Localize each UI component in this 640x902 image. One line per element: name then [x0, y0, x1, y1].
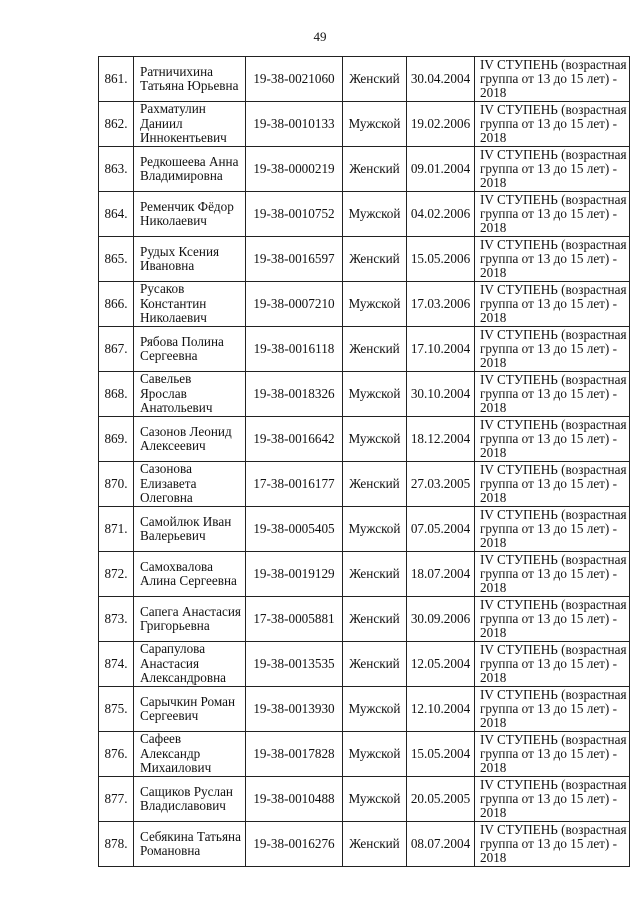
full-name-cell: Сафеев Александр Михаилович — [134, 732, 246, 777]
full-name-cell: Рудых Ксения Ивановна — [134, 237, 246, 282]
full-name-cell: Сазонов Леонид Алексеевич — [134, 417, 246, 462]
table-row — [99, 417, 630, 462]
gto-level-cell: IV СТУПЕНЬ (возрастная группа от 13 до 15 лет) - 2018 — [475, 552, 630, 597]
uin-code-cell: 19-38-0018326 — [246, 372, 343, 417]
gto-level-cell: IV СТУПЕНЬ (возрастная группа от 13 до 15 лет) - 2018 — [475, 57, 630, 102]
uin-code-cell: 19-38-0010488 — [246, 777, 343, 822]
table-row — [99, 462, 630, 507]
uin-code-cell: 19-38-0010752 — [246, 192, 343, 237]
uin-code-cell: 19-38-0007210 — [246, 282, 343, 327]
uin-code-cell: 19-38-0013930 — [246, 687, 343, 732]
row-number-cell: 871. — [99, 507, 134, 552]
gto-level-cell: IV СТУПЕНЬ (возрастная группа от 13 до 15 лет) - 2018 — [475, 147, 630, 192]
uin-code-cell: 19-38-0016276 — [246, 822, 343, 867]
row-number-cell: 870. — [99, 462, 134, 507]
page-number: 49 — [313, 29, 327, 44]
gto-level-cell: IV СТУПЕНЬ (возрастная группа от 13 до 15 лет) - 2018 — [475, 102, 630, 147]
birth-date-cell: 12.10.2004 — [407, 687, 475, 732]
birth-date-cell: 15.05.2006 — [407, 237, 475, 282]
uin-code-cell: 17-38-0016177 — [246, 462, 343, 507]
full-name-cell: Сарычкин Роман Сергеевич — [134, 687, 246, 732]
row-number-cell: 864. — [99, 192, 134, 237]
row-number-cell: 866. — [99, 282, 134, 327]
birth-date-cell: 30.04.2004 — [407, 57, 475, 102]
birth-date-cell: 04.02.2006 — [407, 192, 475, 237]
full-name-cell: Себякина Татьяна Романовна — [134, 822, 246, 867]
gender-cell: Мужской — [343, 417, 407, 462]
table-row — [99, 597, 630, 642]
row-number-cell: 876. — [99, 732, 134, 777]
full-name-cell: Сарапулова Анастасия Александровна — [134, 642, 246, 687]
full-name-cell: Рябова Полина Сергеевна — [134, 327, 246, 372]
gender-cell: Мужской — [343, 192, 407, 237]
gender-cell: Мужской — [343, 507, 407, 552]
gto-level-cell: IV СТУПЕНЬ (возрастная группа от 13 до 15 лет) - 2018 — [475, 732, 630, 777]
row-number-cell: 862. — [99, 102, 134, 147]
birth-date-cell: 08.07.2004 — [407, 822, 475, 867]
birth-date-cell: 20.05.2005 — [407, 777, 475, 822]
birth-date-cell: 12.05.2004 — [407, 642, 475, 687]
gender-cell: Мужской — [343, 282, 407, 327]
full-name-cell: Сапега Анастасия Григорьевна — [134, 597, 246, 642]
full-name-cell: Самойлюк Иван Валерьевич — [134, 507, 246, 552]
full-name-cell: Сазонова Елизавета Олеговна — [134, 462, 246, 507]
uin-code-cell: 19-38-0005405 — [246, 507, 343, 552]
row-number-cell: 878. — [99, 822, 134, 867]
birth-date-cell: 30.09.2006 — [407, 597, 475, 642]
gender-cell: Женский — [343, 327, 407, 372]
uin-code-cell: 19-38-0019129 — [246, 552, 343, 597]
full-name-cell: Редкошеева Анна Владимировна — [134, 147, 246, 192]
participants-table-body — [99, 57, 630, 867]
gender-cell: Мужской — [343, 102, 407, 147]
table-row — [99, 372, 630, 417]
gto-level-cell: IV СТУПЕНЬ (возрастная группа от 13 до 15 лет) - 2018 — [475, 687, 630, 732]
uin-code-cell: 19-38-0016118 — [246, 327, 343, 372]
uin-code-cell: 19-38-0010133 — [246, 102, 343, 147]
row-number-cell: 865. — [99, 237, 134, 282]
table-row — [99, 822, 630, 867]
gender-cell: Женский — [343, 642, 407, 687]
table-row — [99, 102, 630, 147]
table-row — [99, 777, 630, 822]
row-number-cell: 863. — [99, 147, 134, 192]
uin-code-cell: 17-38-0005881 — [246, 597, 343, 642]
row-number-cell: 875. — [99, 687, 134, 732]
table-row — [99, 642, 630, 687]
full-name-cell: Ременчик Фёдор Николаевич — [134, 192, 246, 237]
gender-cell: Женский — [343, 462, 407, 507]
uin-code-cell: 19-38-0021060 — [246, 57, 343, 102]
gto-level-cell: IV СТУПЕНЬ (возрастная группа от 13 до 15 лет) - 2018 — [475, 462, 630, 507]
uin-code-cell: 19-38-0000219 — [246, 147, 343, 192]
gender-cell: Женский — [343, 147, 407, 192]
birth-date-cell: 19.02.2006 — [407, 102, 475, 147]
uin-code-cell: 19-38-0013535 — [246, 642, 343, 687]
gto-level-cell: IV СТУПЕНЬ (возрастная группа от 13 до 15 лет) - 2018 — [475, 642, 630, 687]
row-number-cell: 867. — [99, 327, 134, 372]
gender-cell: Мужской — [343, 732, 407, 777]
full-name-cell: Сащиков Руслан Владиславович — [134, 777, 246, 822]
gender-cell: Женский — [343, 57, 407, 102]
full-name-cell: Самохвалова Алина Сергеевна — [134, 552, 246, 597]
gto-level-cell: IV СТУПЕНЬ (возрастная группа от 13 до 15 лет) - 2018 — [475, 597, 630, 642]
birth-date-cell: 18.07.2004 — [407, 552, 475, 597]
gender-cell: Мужской — [343, 687, 407, 732]
birth-date-cell: 09.01.2004 — [407, 147, 475, 192]
birth-date-cell: 18.12.2004 — [407, 417, 475, 462]
row-number-cell: 861. — [99, 57, 134, 102]
full-name-cell: Русаков Константин Николаевич — [134, 282, 246, 327]
table-row — [99, 732, 630, 777]
gender-cell: Женский — [343, 552, 407, 597]
row-number-cell: 874. — [99, 642, 134, 687]
row-number-cell: 873. — [99, 597, 134, 642]
table-row — [99, 687, 630, 732]
gender-cell: Женский — [343, 237, 407, 282]
row-number-cell: 872. — [99, 552, 134, 597]
gender-cell: Женский — [343, 597, 407, 642]
birth-date-cell: 17.03.2006 — [407, 282, 475, 327]
full-name-cell: Савельев Ярослав Анатольевич — [134, 372, 246, 417]
gto-level-cell: IV СТУПЕНЬ (возрастная группа от 13 до 15 лет) - 2018 — [475, 237, 630, 282]
gender-cell: Мужской — [343, 372, 407, 417]
table-row — [99, 57, 630, 102]
participants-table — [98, 56, 630, 867]
table-row — [99, 282, 630, 327]
birth-date-cell: 30.10.2004 — [407, 372, 475, 417]
row-number-cell: 869. — [99, 417, 134, 462]
table-row — [99, 237, 630, 282]
row-number-cell: 868. — [99, 372, 134, 417]
table-row — [99, 327, 630, 372]
gender-cell: Мужской — [343, 777, 407, 822]
gto-level-cell: IV СТУПЕНЬ (возрастная группа от 13 до 15 лет) - 2018 — [475, 192, 630, 237]
birth-date-cell: 15.05.2004 — [407, 732, 475, 777]
birth-date-cell: 07.05.2004 — [407, 507, 475, 552]
gto-level-cell: IV СТУПЕНЬ (возрастная группа от 13 до 15 лет) - 2018 — [475, 507, 630, 552]
gto-level-cell: IV СТУПЕНЬ (возрастная группа от 13 до 15 лет) - 2018 — [475, 822, 630, 867]
gto-level-cell: IV СТУПЕНЬ (возрастная группа от 13 до 15 лет) - 2018 — [475, 777, 630, 822]
gto-level-cell: IV СТУПЕНЬ (возрастная группа от 13 до 15 лет) - 2018 — [475, 282, 630, 327]
gto-level-cell: IV СТУПЕНЬ (возрастная группа от 13 до 15 лет) - 2018 — [475, 417, 630, 462]
uin-code-cell: 19-38-0016597 — [246, 237, 343, 282]
gender-cell: Женский — [343, 822, 407, 867]
uin-code-cell: 19-38-0017828 — [246, 732, 343, 777]
uin-code-cell: 19-38-0016642 — [246, 417, 343, 462]
birth-date-cell: 27.03.2005 — [407, 462, 475, 507]
table-row — [99, 192, 630, 237]
gto-level-cell: IV СТУПЕНЬ (возрастная группа от 13 до 15 лет) - 2018 — [475, 372, 630, 417]
table-row — [99, 507, 630, 552]
table-row — [99, 552, 630, 597]
birth-date-cell: 17.10.2004 — [407, 327, 475, 372]
table-row — [99, 147, 630, 192]
row-number-cell: 877. — [99, 777, 134, 822]
gto-level-cell: IV СТУПЕНЬ (возрастная группа от 13 до 15 лет) - 2018 — [475, 327, 630, 372]
full-name-cell: Ратничихина Татьяна Юрьевна — [134, 57, 246, 102]
full-name-cell: Рахматулин Даниил Иннокентьевич — [134, 102, 246, 147]
